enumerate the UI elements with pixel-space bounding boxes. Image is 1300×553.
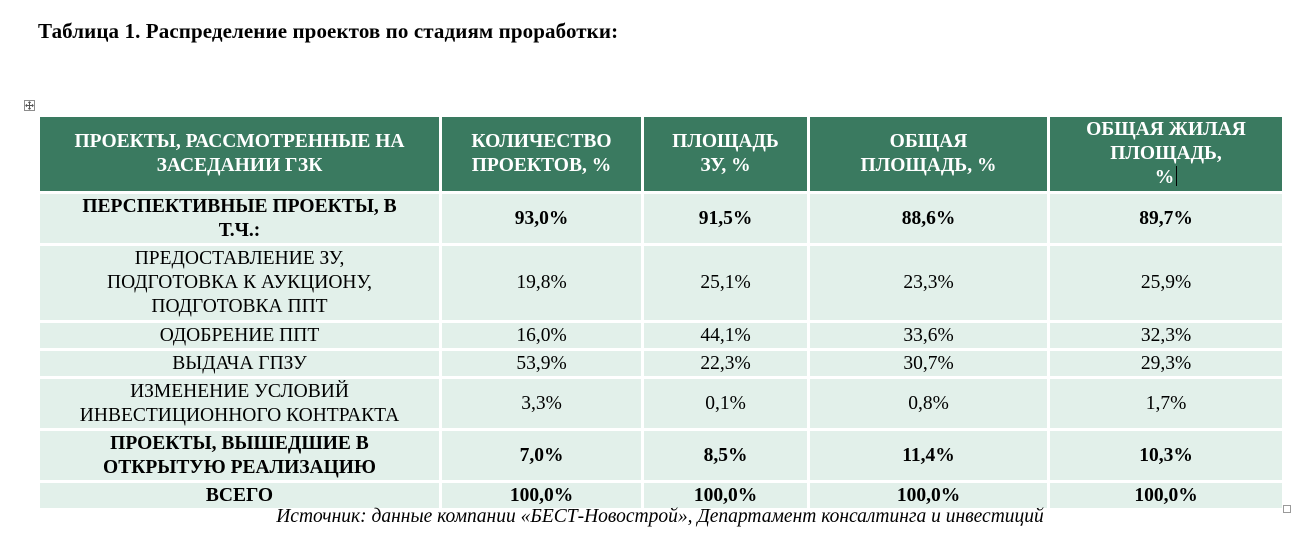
table-row [39,245,1284,322]
source-note: Источник: данные компании «БЕСТ-Новострой», Департамент консалтинга и инвестиций [276,506,1044,527]
text-cursor [1176,166,1177,186]
cell-value: 100,0% [441,482,643,510]
table-title: Таблица 1. Распределение проектов по стадиям проработки: [38,19,619,43]
cell-value: 16,0% [441,322,643,350]
table-move-handle-icon[interactable] [24,100,35,111]
row-label: ВСЕГО [39,482,441,510]
cell-value: 100,0% [643,482,809,510]
row-label: ПЕРСПЕКТИВНЫЕ ПРОЕКТЫ, В Т.Ч.: [39,193,441,245]
table-header-row [39,116,1284,193]
cell-value: 33,6% [809,322,1049,350]
cell-value: 23,3% [809,245,1049,322]
cell-value: 89,7% [1049,193,1284,245]
cell-value: 3,3% [441,378,643,430]
cell-value: 22,3% [643,350,809,378]
cell-value: 30,7% [809,350,1049,378]
cell-value: 91,5% [643,193,809,245]
cell-value: 88,6% [809,193,1049,245]
header-project-count: КОЛИЧЕСТВО ПРОЕКТОВ, % [441,116,643,193]
row-label: ИЗМЕНЕНИЕ УСЛОВИЙ ИНВЕСТИЦИОННОГО КОНТРАКТА [39,378,441,430]
row-label: ВЫДАЧА ГПЗУ [39,350,441,378]
table-row [39,350,1284,378]
table-row [39,430,1284,482]
cell-value: 53,9% [441,350,643,378]
cell-value: 10,3% [1049,430,1284,482]
cell-value: 93,0% [441,193,643,245]
row-label: ПРОЕКТЫ, ВЫШЕДШИЕ В ОТКРЫТУЮ РЕАЛИЗАЦИЮ [39,430,441,482]
cell-value: 25,1% [643,245,809,322]
header-total-area: ОБЩАЯ ПЛОЩАДЬ, % [809,116,1049,193]
table-row [39,322,1284,350]
table-row [39,378,1284,430]
cell-value: 11,4% [809,430,1049,482]
cell-value: 32,3% [1049,322,1284,350]
cell-value: 44,1% [643,322,809,350]
cell-value: 8,5% [643,430,809,482]
header-projects: ПРОЕКТЫ, РАССМОТРЕННЫЕ НА ЗАСЕДАНИИ ГЗК [39,116,441,193]
cell-value: 0,1% [643,378,809,430]
cell-value: 7,0% [441,430,643,482]
header-land-area: ПЛОЩАДЬ ЗУ, % [643,116,809,193]
cell-value: 100,0% [1049,482,1284,510]
stage-distribution-table [37,114,1285,511]
cell-value: 25,9% [1049,245,1284,322]
header-residential-area: ОБЩАЯ ЖИЛАЯ ПЛОЩАДЬ, % [1049,116,1284,193]
cell-value: 1,7% [1049,378,1284,430]
cell-value: 29,3% [1049,350,1284,378]
row-label: ПРЕДОСТАВЛЕНИЕ ЗУ, ПОДГОТОВКА К АУКЦИОНУ, ПОДГОТОВКА ППТ [39,245,441,322]
cell-value: 19,8% [441,245,643,322]
cell-value: 0,8% [809,378,1049,430]
table-row [39,193,1284,245]
row-label: ОДОБРЕНИЕ ППТ [39,322,441,350]
cell-value: 100,0% [809,482,1049,510]
